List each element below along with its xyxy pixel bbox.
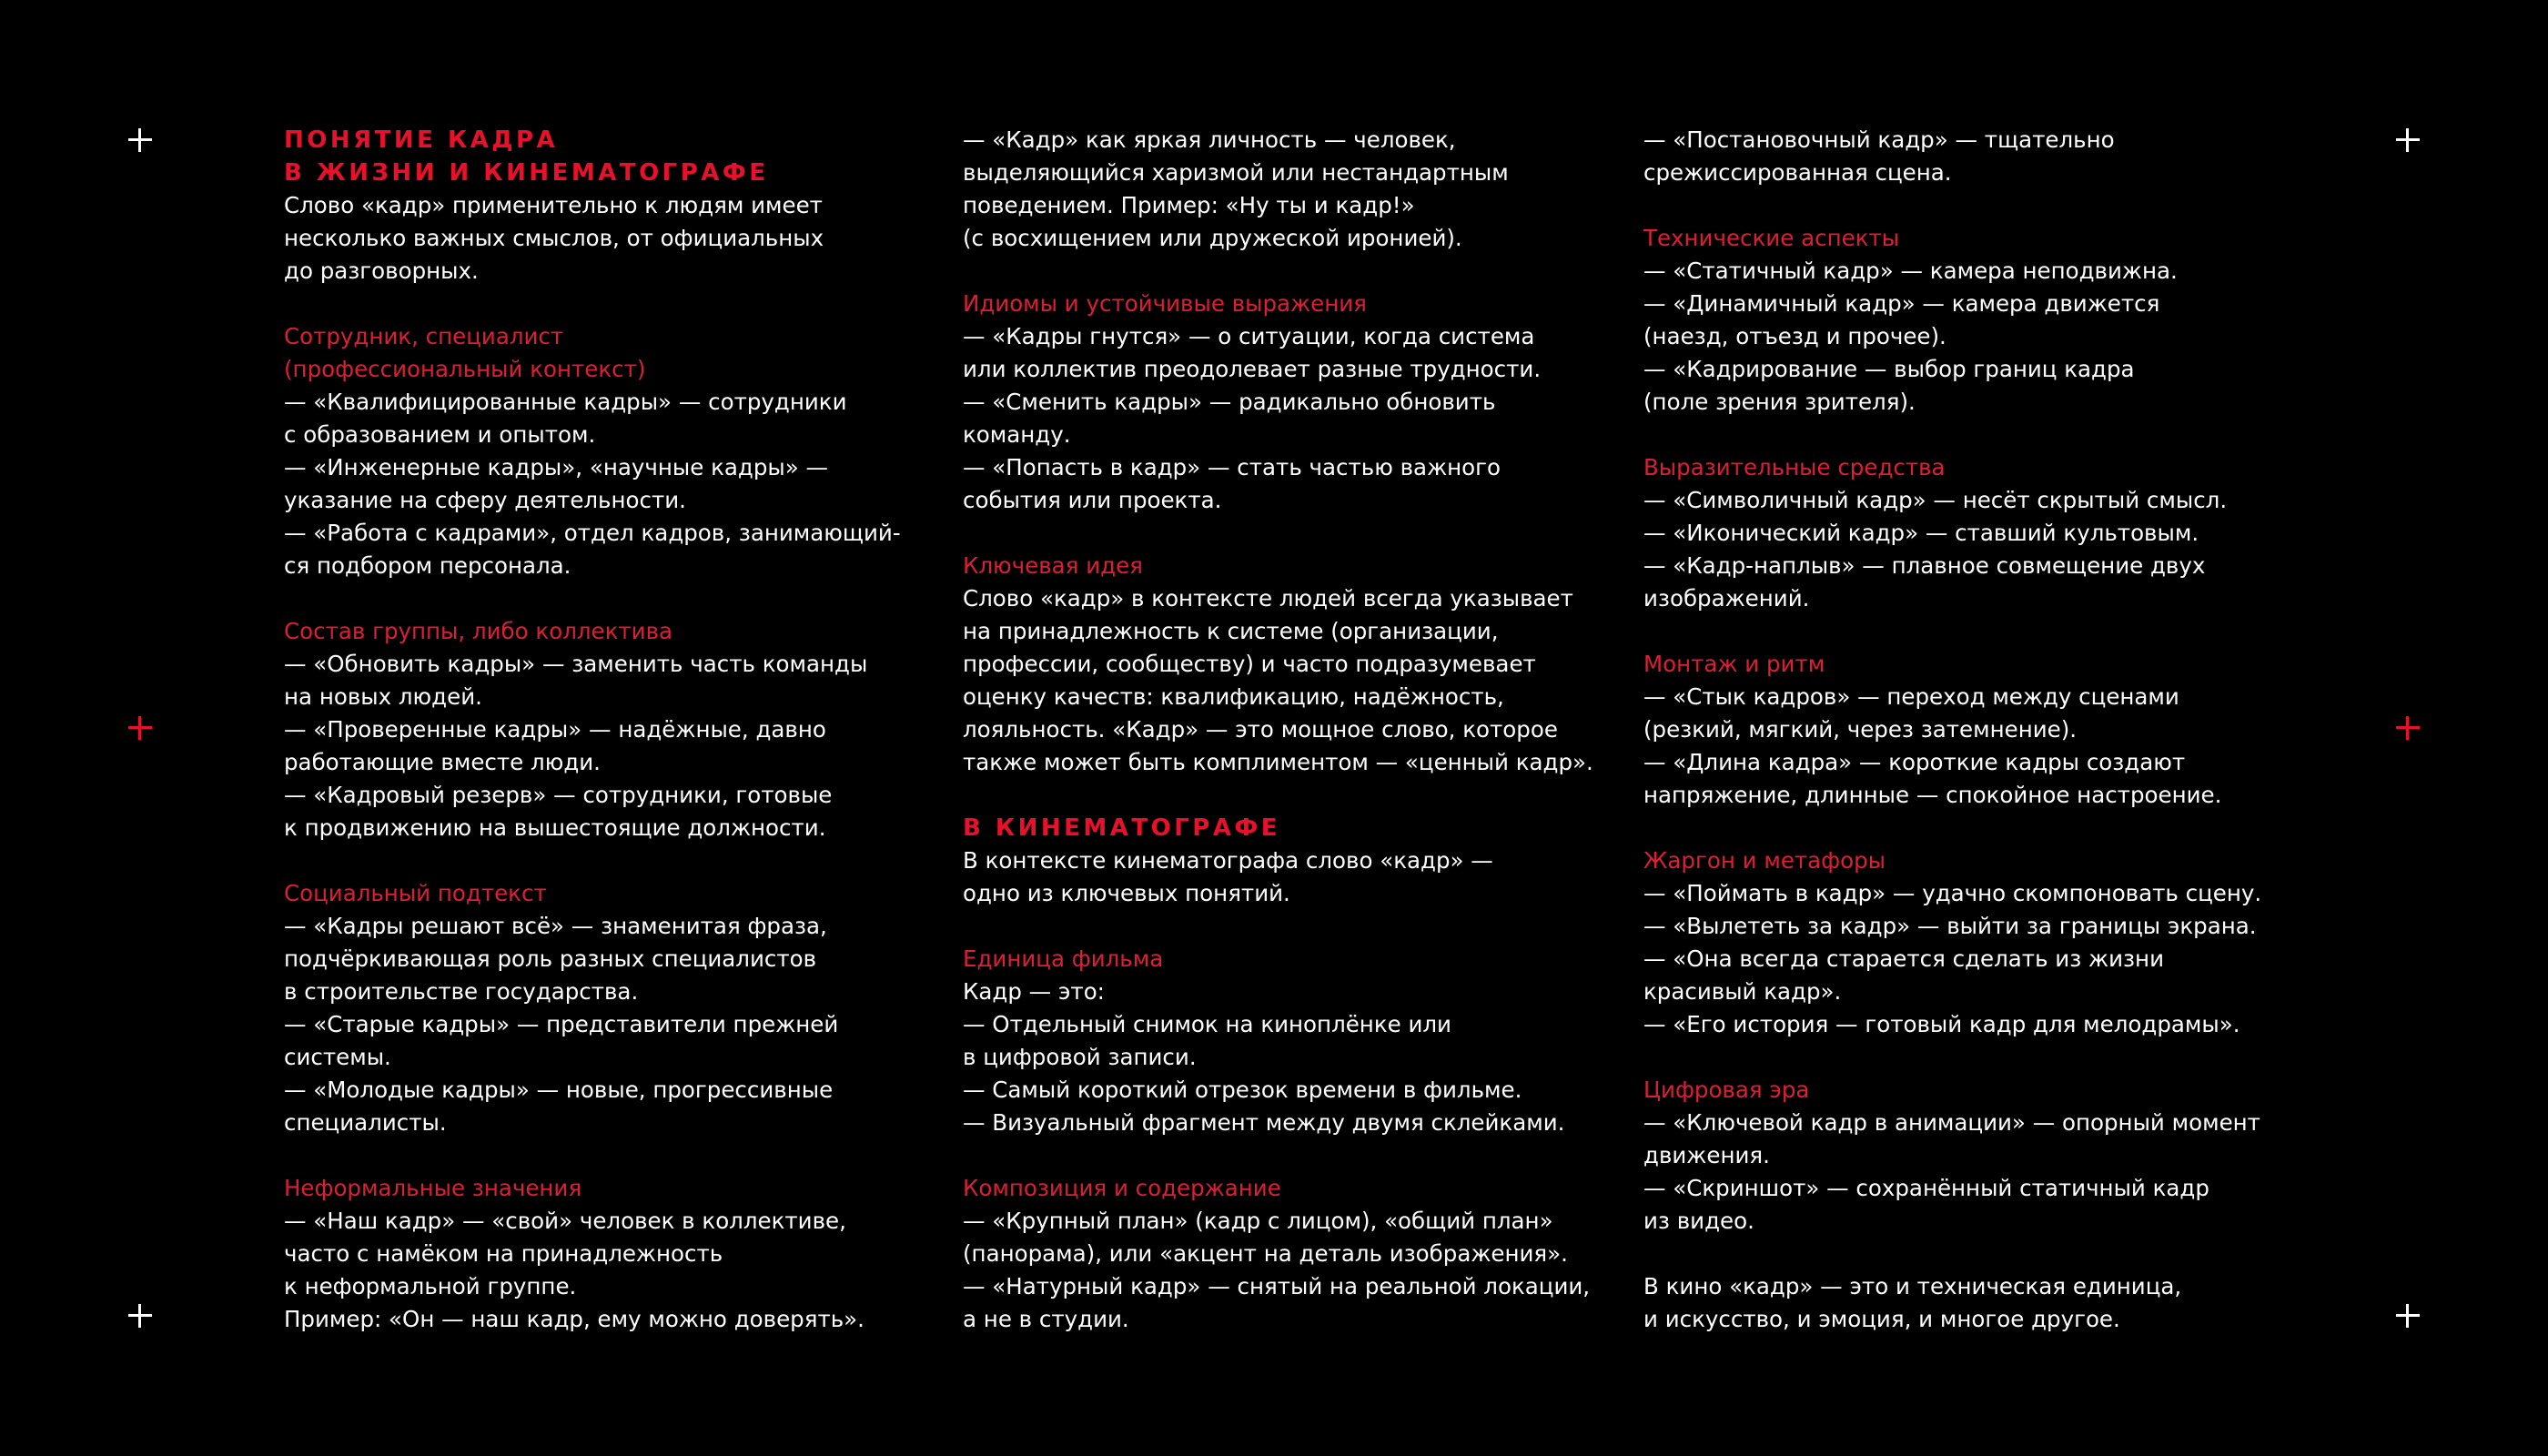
text-line: — «Длина кадра» — короткие кадры создают xyxy=(1643,749,2186,775)
section-heading: Единица фильма xyxy=(963,945,1164,972)
section-heading: Композиция и содержание xyxy=(963,1175,1281,1201)
text-line: — «Работа с кадрами», отдел кадров, занимающий- xyxy=(284,520,901,546)
intro-line: Слово «кадр» применительно к людям имеет xyxy=(284,192,823,218)
intro-line: В контексте кинематографа слово «кадр» — xyxy=(963,847,1493,874)
section-heading: (профессиональный контекст) xyxy=(284,356,646,382)
text-line: лояльность. «Кадр» — это мощное слово, которое xyxy=(963,716,1558,743)
text-line: — «Стык кадров» — переход между сценами xyxy=(1643,683,2179,710)
intro-line: выделяющийся харизмой или нестандартным xyxy=(963,159,1509,186)
text-line: события или проекта. xyxy=(963,487,1222,513)
section-heading: Ключевая идея xyxy=(963,552,1143,579)
text-line: — «Кадрирование — выбор границ кадра xyxy=(1643,356,2135,382)
text-line: специалисты. xyxy=(284,1109,447,1136)
text-line: работающие вместе люди. xyxy=(284,749,601,775)
text-line: профессии, сообществу) и часто подразумевает xyxy=(963,651,1536,677)
text-line: — «Скриншот» — сохранённый статичный кадр xyxy=(1643,1175,2209,1201)
text-line: — «Поймать в кадр» — удачно скомпоновать сцену. xyxy=(1643,880,2262,906)
section-heading: Цифровая эра xyxy=(1643,1077,1810,1103)
text-line: на новых людей. xyxy=(284,683,482,710)
section-heading: Жаргон и метафоры xyxy=(1643,847,1886,874)
text-line: в строительстве государства. xyxy=(284,978,639,1005)
text-line: — «Кадры решают всё» — знаменитая фраза, xyxy=(284,913,827,939)
plus-icon xyxy=(128,128,152,152)
text-line: команду. xyxy=(963,421,1071,448)
conclusion-line: В кино «кадр» — это и техническая единица, xyxy=(1643,1273,2182,1299)
section-heading: Социальный подтекст xyxy=(284,880,547,906)
text-line: с образованием и опытом. xyxy=(284,421,596,448)
text-line: или коллектив преодолевает разные трудности. xyxy=(963,356,1542,382)
text-line: — Самый короткий отрезок времени в фильме. xyxy=(963,1077,1522,1103)
text-line: красивый кадр». xyxy=(1643,978,1842,1005)
text-line: — Отдельный снимок на киноплёнке или xyxy=(963,1011,1451,1037)
text-line: — «Иконический кадр» — ставший культовым. xyxy=(1643,520,2199,546)
text-line: — «Попасть в кадр» — стать частью важного xyxy=(963,454,1502,480)
text-line: — «Вылететь за кадр» — выйти за границы экрана. xyxy=(1643,913,2257,939)
plus-icon xyxy=(128,1304,152,1328)
text-line: (наезд, отъезд и прочее). xyxy=(1643,323,1946,349)
section-heading: Монтаж и ритм xyxy=(1643,651,1825,677)
text-line: (поле зрения зрителя). xyxy=(1643,389,1916,415)
intro-line: одно из ключевых понятий. xyxy=(963,880,1290,906)
text-line: — «Проверенные кадры» — надёжные, давно xyxy=(284,716,826,743)
text-line: Слово «кадр» в контексте людей всегда указывает xyxy=(963,585,1573,612)
intro-line: — «Кадр» как яркая личность — человек, xyxy=(963,126,1456,153)
text-line: — «Наш кадр» — «свой» человек в коллективе, xyxy=(284,1208,846,1234)
section-title: В КИНЕМАТОГРАФЕ xyxy=(963,814,1281,842)
column-1 xyxy=(284,124,921,1336)
page-title: ПОНЯТИЕ КАДРА xyxy=(284,126,559,154)
column-2 xyxy=(963,124,1600,1336)
text-line: — «Она всегда старается сделать из жизни xyxy=(1643,945,2164,972)
text-line: — «Молодые кадры» — новые, прогрессивные xyxy=(284,1077,834,1103)
text-line: — «Его история — готовый кадр для мелодрамы». xyxy=(1643,1011,2240,1037)
text-line: движения. xyxy=(1643,1142,1770,1168)
text-line: — «Инженерные кадры», «научные кадры» — xyxy=(284,454,828,480)
text-line: — «Крупный план» (кадр с лицом), «общий план» xyxy=(963,1208,1553,1234)
text-line: — «Статичный кадр» — камера неподвижна. xyxy=(1643,258,2178,284)
plus-icon xyxy=(2396,128,2420,152)
text-line: ся подбором персонала. xyxy=(284,552,571,579)
text-line: оценку качеств: квалификацию, надёжность, xyxy=(963,683,1504,710)
intro-line: несколько важных смыслов, от официальных xyxy=(284,225,824,251)
text-line: в цифровой записи. xyxy=(963,1044,1197,1070)
section-heading: Неформальные значения xyxy=(284,1175,582,1201)
section-heading: Технические аспекты xyxy=(1643,225,1900,251)
conclusion-line: и искусство, и эмоция, и многое другое. xyxy=(1643,1306,2120,1332)
text-line: — «Обновить кадры» — заменить часть команды xyxy=(284,651,868,677)
intro-line: поведением. Пример: «Ну ты и кадр!» xyxy=(963,192,1415,218)
text-line: Кадр — это: xyxy=(963,978,1105,1005)
page-title: В ЖИЗНИ И КИНЕМАТОГРАФЕ xyxy=(284,159,769,187)
plus-icon xyxy=(2396,1304,2420,1328)
text-line: — «Кадр-наплыв» — плавное совмещение двух xyxy=(1643,552,2206,579)
text-line: Пример: «Он — наш кадр, ему можно доверять». xyxy=(284,1306,864,1332)
text-line: напряжение, длинные — спокойное настроение. xyxy=(1643,782,2222,808)
text-line: а не в студии. xyxy=(963,1306,1129,1332)
text-line: (панорама), или «акцент на деталь изображения». xyxy=(963,1240,1568,1267)
column-3 xyxy=(1643,124,2280,1336)
text-line: — «Квалифицированные кадры» — сотрудники xyxy=(284,389,847,415)
section-heading: Выразительные средства xyxy=(1643,454,1946,480)
text-line: к продвижению на вышестоящие должности. xyxy=(284,814,826,841)
text-line: — «Динамичный кадр» — камера движется xyxy=(1643,290,2160,317)
section-heading: Идиомы и устойчивые выражения xyxy=(963,290,1367,317)
text-line: — Визуальный фрагмент между двумя склейками. xyxy=(963,1109,1565,1136)
text-line: — «Символичный кадр» — несёт скрытый смысл. xyxy=(1643,487,2228,513)
plus-icon xyxy=(128,716,152,740)
text-line: на принадлежность к системе (организации, xyxy=(963,618,1499,644)
text-line: — «Кадровый резерв» — сотрудники, готовые xyxy=(284,782,833,808)
text-line: (резкий, мягкий, через затемнение). xyxy=(1643,716,2078,743)
intro-line: срежиссированная сцена. xyxy=(1643,159,1952,186)
text-line: — «Ключевой кадр в анимации» — опорный момент xyxy=(1643,1109,2260,1136)
text-line: — «Натурный кадр» — снятый на реальной локации, xyxy=(963,1273,1591,1299)
text-line: — «Сменить кадры» — радикально обновить xyxy=(963,389,1496,415)
intro-line: до разговорных. xyxy=(284,258,479,284)
intro-line: — «Постановочный кадр» — тщательно xyxy=(1643,126,2115,153)
text-line: из видео. xyxy=(1643,1208,1754,1234)
text-line: к неформальной группе. xyxy=(284,1273,577,1299)
text-line: часто с намёком на принадлежность xyxy=(284,1240,723,1267)
text-line: подчёркивающая роль разных специалистов xyxy=(284,945,817,972)
text-line: изображений. xyxy=(1643,585,1810,612)
section-heading: Состав группы, либо коллектива xyxy=(284,618,673,644)
text-line: указание на сферу деятельности. xyxy=(284,487,686,513)
text-line: — «Кадры гнутся» — о ситуации, когда система xyxy=(963,323,1535,349)
text-line: системы. xyxy=(284,1044,391,1070)
section-heading: Сотрудник, специалист xyxy=(284,323,564,349)
text-line: также может быть комплиментом — «ценный кадр». xyxy=(963,749,1593,775)
plus-icon xyxy=(2396,716,2420,740)
text-line: — «Старые кадры» — представители прежней xyxy=(284,1011,839,1037)
intro-line: (с восхищением или дружеской иронией). xyxy=(963,225,1462,251)
